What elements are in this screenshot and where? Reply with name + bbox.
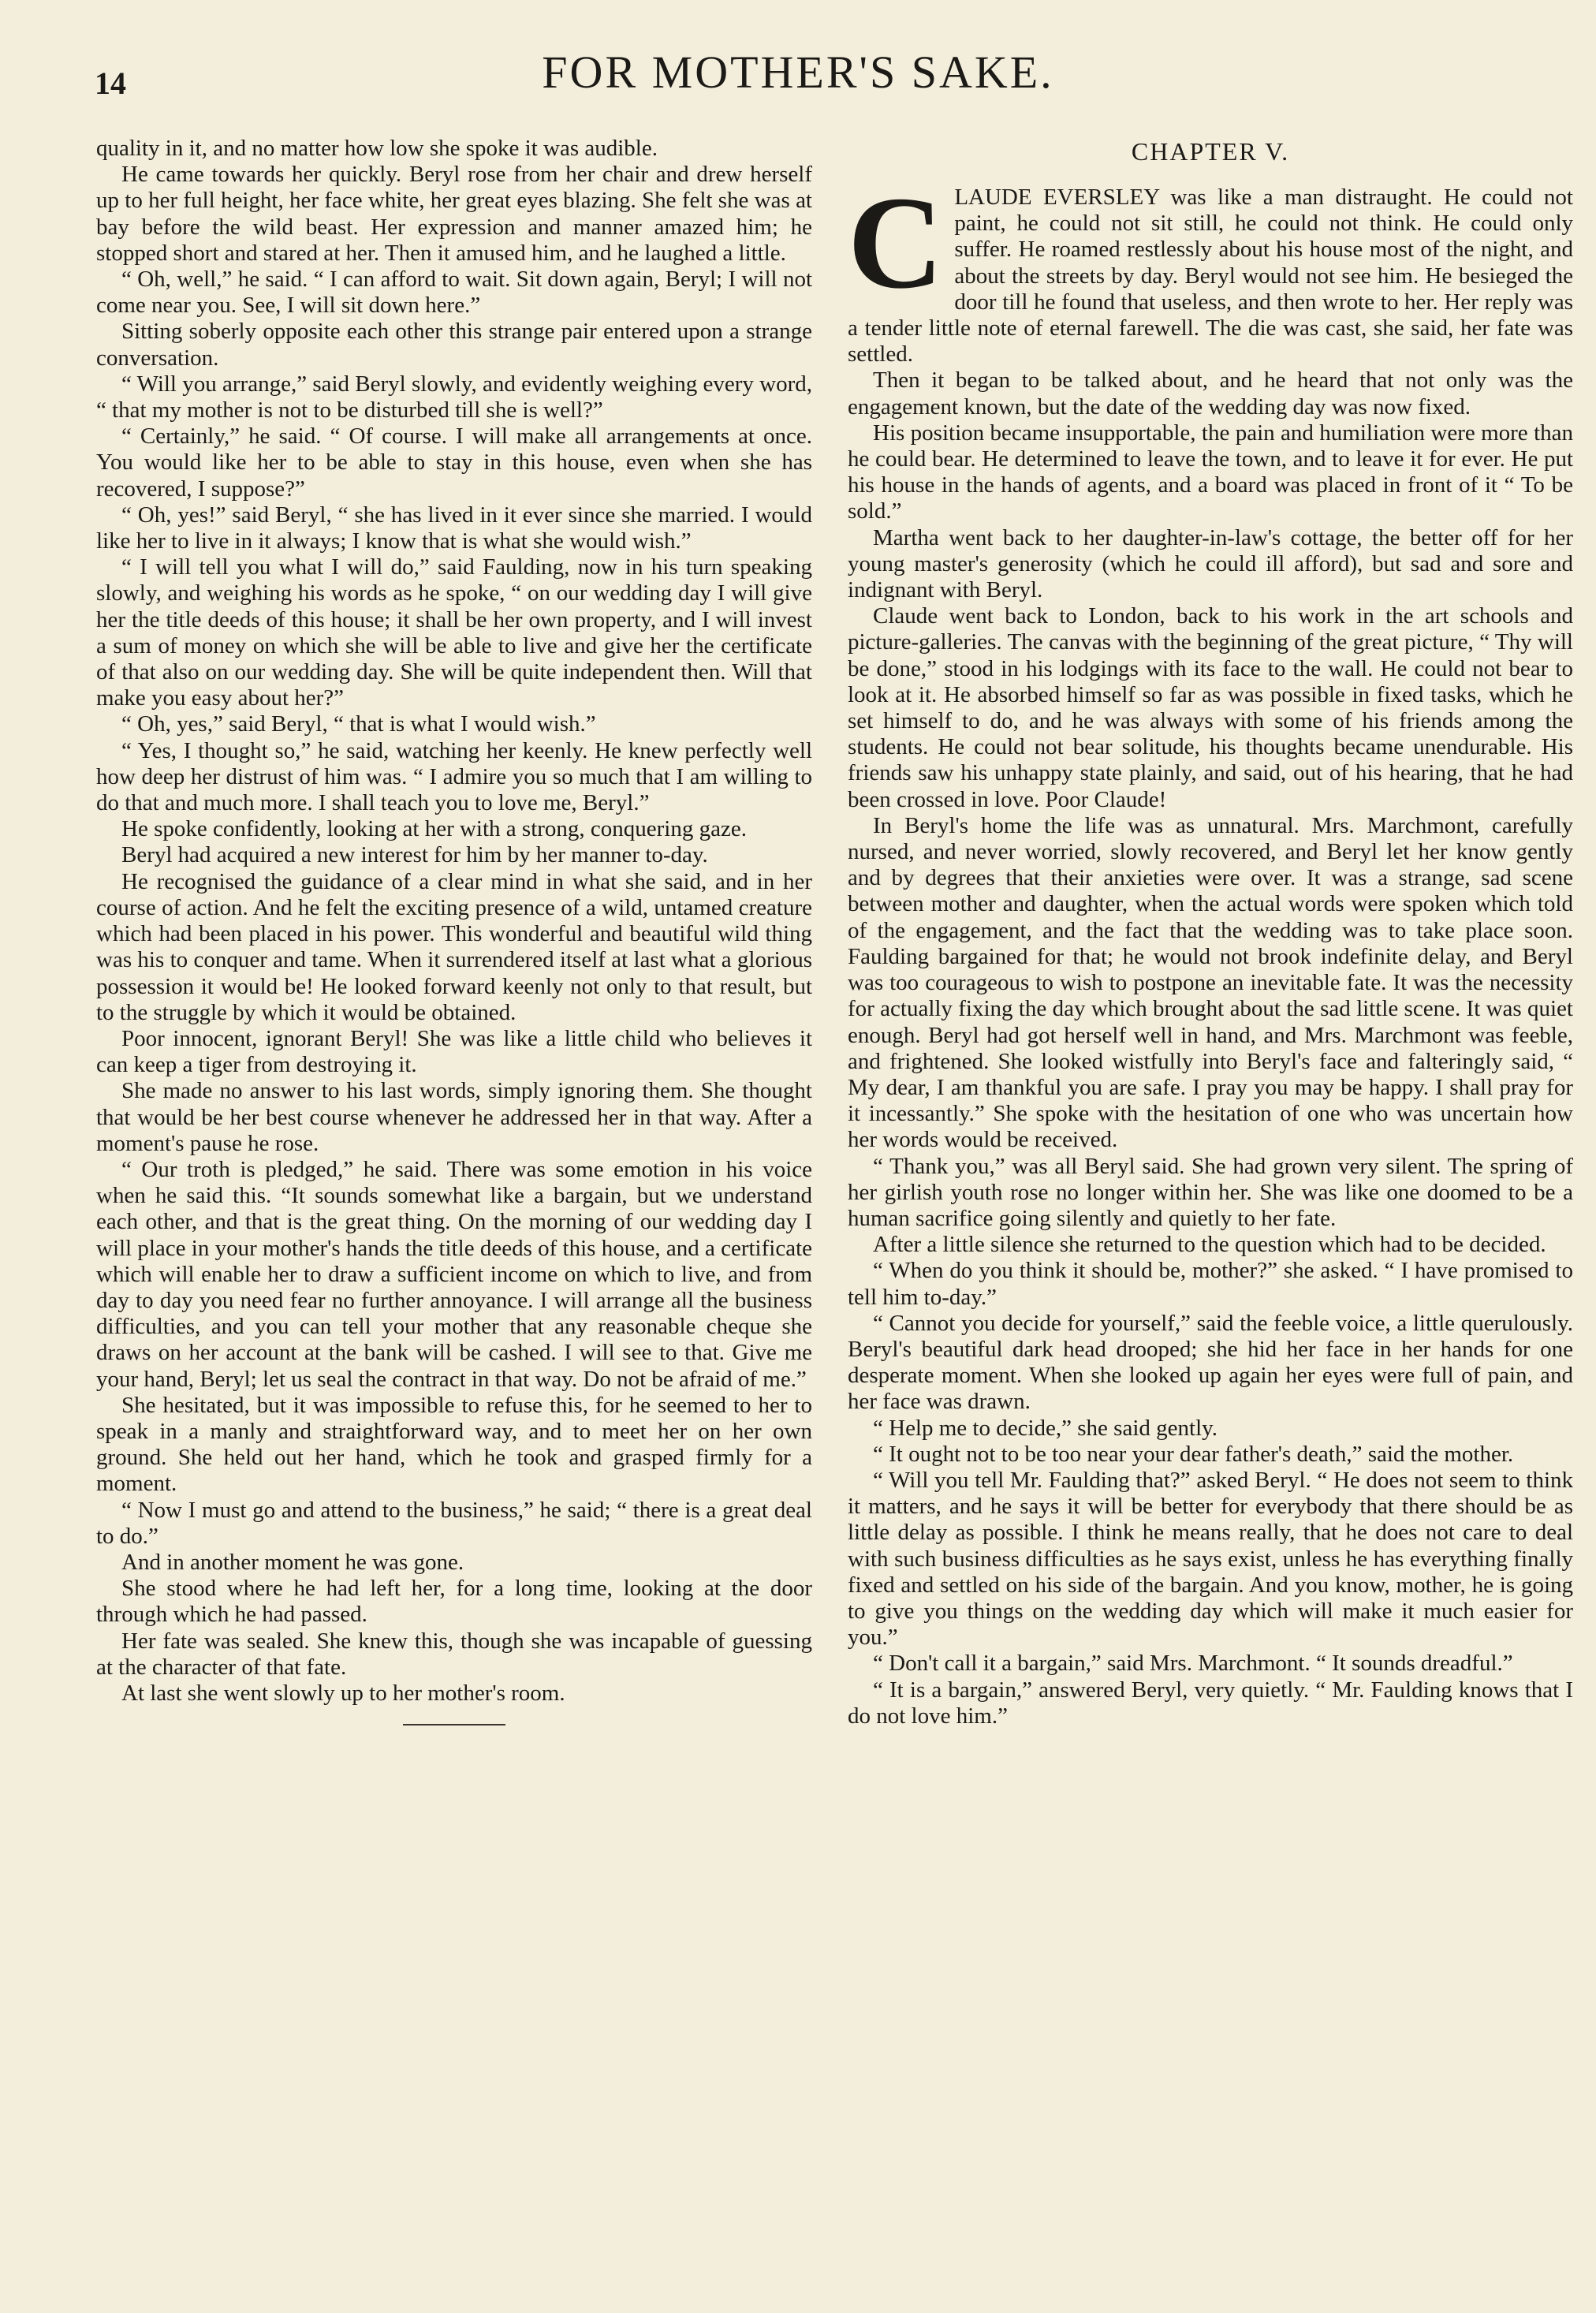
paragraph: “ Oh, yes!” said Beryl, “ she has lived in it ever since she married. I would like her to live in it always; I know that is what she would wish.” — [96, 502, 812, 554]
paragraph: Then it began to be talked about, and he heard that not only was the engagement known, but the date of the wedding day was now fixed. — [848, 367, 1573, 420]
paragraph: His position became insupportable, the pain and humiliation were more than he could bear. He determined to leave the town, and to leave it for ever. He put his house in the hands of agents, and a board was placed in front of it “ To be sold.” — [848, 420, 1573, 524]
chapter-heading: CHAPTER V. — [1131, 137, 1290, 166]
opening-text: LAUDE EVERSLEY was like a man distraught. He could not paint, he could not sit still, he could not think. He could only suffer. He roamed restlessly about his house most of the night, and about the streets by day. Beryl would not see him. He besieged the door till he found that useless, and then wrote to her. Her reply was a tender little note of eternal farewell. The die was cast, she said, her fate was settled. — [848, 185, 1573, 367]
paragraph: Claude went back to London, back to his work in the art schools and picture-galleries. The canvas with the beginning of the great picture, “ Thy will be done,” stood in his lodgings with its face to the wall. He could not bear to look at it. He absorbed himself so far as was possible in fixed tasks, which he set himself to do, and he was always with some of his friends among the students. He could not bear solitude, his thoughts became unendurable. His friends saw his unhappy state plainly, and said, out of his hearing, that he had been crossed in love. Poor Claude! — [848, 603, 1573, 812]
paragraph: “ Cannot you decide for yourself,” said the feeble voice, a little querulously. Beryl's beautiful dark head drooped; she hid her face in her hands for one desperate moment. When she looked up again her eyes were full of pain, and her face was drawn. — [848, 1310, 1573, 1415]
paragraph: He came towards her quickly. Beryl rose from her chair and drew herself up to her full height, her face white, her great eyes blazing. She felt she was at bay before the wild beast. Her expression and manner amazed him; he stopped short and stared at her. Then it amused him, and he laughed a little. — [96, 162, 812, 266]
paragraph: Sitting soberly opposite each other this strange pair entered upon a strange conversation. — [96, 319, 812, 371]
paragraph: She hesitated, but it was impossible to refuse this, for he seemed to her to speak in a manly and straightforward way, and to meet her on her own ground. She held out her hand, which he took and grasped firmly for a moment. — [96, 1392, 812, 1497]
paragraph: “ Oh, well,” he said. “ I can afford to wait. Sit down again, Beryl; I will not come near you. See, I will sit down here.” — [96, 267, 812, 319]
paragraph: “ I will tell you what I will do,” said Faulding, now in his turn speaking slowly, and weighing his words as he spoke, “ on our wedding day I will give her the title deeds of this house; it shall be her own property, and I will invest a sum of money on which she will be able to live and give her the certificate of that also on our wedding day. She will be quite independent then. Will that make you easy about her?” — [96, 554, 812, 711]
paragraph: “ It ought not to be too near your dear father's death,” said the mother. — [873, 1441, 1514, 1467]
paragraph: Her fate was sealed. She knew this, though she was incapable of guessing at the character of that fate. — [96, 1628, 812, 1680]
paragraph: Beryl had acquired a new interest for him by her manner to-day. — [121, 842, 708, 868]
paragraph: “ Certainly,” he said. “ Of course. I will make all arrangements at once. You would like her to be able to stay in this house, even when she has recovered, I suppose?” — [96, 423, 812, 502]
chapter-opening-paragraph — [848, 170, 1573, 367]
paragraph: “ Oh, yes,” said Beryl, “ that is what I would wish.” — [121, 711, 596, 737]
paragraph: She made no answer to his last words, simply ignoring them. She thought that would be her best course whenever he addressed her in that way. After a moment's pause he rose. — [96, 1078, 812, 1156]
paragraph: In Beryl's home the life was as unnatural. Mrs. Marchmont, carefully nursed, and never worried, slowly recovered, and Beryl let her know gently and by degrees that their anxieties were over. It was a strange, sad scene between mother and daughter, when the actual words were spoken which told of the engagement, and the fact that the wedding was to take place soon. Faulding bargained for that; he would not brook indefinite delay, and Beryl was too courageous to wish to postpone an inevitable fate. It was the necessity for actually fixing the day which brought about the sad little scene. It was quiet enough. Beryl had got herself well in hand, and Mrs. Marchmont was feeble, and frightened. She looked wistfully into Beryl's face and falteringly said, “ My dear, I am thankful you are safe. I pray you may be happy. I shall pray for it incessantly.” She spoke with the hesitation of one who was uncertain how her words would be received. — [848, 812, 1573, 1153]
page-number: 14 — [95, 65, 126, 101]
paragraph: After a little silence she returned to the question which had to be decided. — [873, 1232, 1546, 1258]
paragraph: “ Yes, I thought so,” he said, watching her keenly. He knew perfectly well how deep her distrust of him was. “ I admire you so much that I am willing to do that and much more. I shall teach you to love me, Beryl.” — [96, 737, 812, 816]
paragraph: Poor innocent, ignorant Beryl! She was like a little child who believes it can keep a tiger from destroying it. — [96, 1025, 812, 1078]
paragraph: She stood where he had left her, for a long time, looking at the door through which he had passed. — [96, 1576, 812, 1628]
paragraph: “ Now I must go and attend to the business,” he said; “ there is a great deal to do.” — [96, 1497, 812, 1549]
paragraph: “ Our troth is pledged,” he said. There was some emotion in his voice when he said this. “It sounds somewhat like a bargain, but we understand each other, and that is the great thing. On the morning of our wedding day I will place in your mother's hands the title deeds of this house, and a certificate which will enable her to draw a sufficient income on which to live, and from day to day you need fear no further annoyance. I will arrange all the business difficulties, and you can tell your mother that any reasonable cheque she draws on her account at the bank will be cashed. I will see to that. Give me your hand, Beryl; let us seal the contract in that way. Do not be afraid of me.” — [96, 1156, 812, 1392]
drop-cap: C — [848, 170, 944, 316]
paragraph: “ Help me to decide,” she said gently. — [873, 1415, 1218, 1441]
paragraph: quality in it, and no matter how low she spoke it was audible. — [96, 136, 658, 161]
paragraph: “ Thank you,” was all Beryl said. She had grown very silent. The spring of her girlish youth rose no longer within her. She was like one doomed to be a human sacrifice going silently and quietly to her fate. — [848, 1153, 1573, 1231]
paragraph: And in another moment he was gone. — [121, 1549, 464, 1575]
section-end-rule — [403, 1724, 505, 1725]
paragraph: He spoke confidently, looking at her with a strong, conquering gaze. — [121, 816, 747, 842]
paragraph: Martha went back to her daughter-in-law's cottage, the better off for her young master's generosity (which he could ill afford), but sad and sore and indignant with Beryl. — [848, 524, 1573, 603]
paragraph: “ Don't call it a bargain,” said Mrs. Marchmont. “ It sounds dreadful.” — [873, 1651, 1513, 1677]
paragraph: “ Will you arrange,” said Beryl slowly, and evidently weighing every word, “ that my mother is not to be disturbed till she is well?” — [96, 371, 812, 423]
right-column — [848, 136, 1573, 2281]
paragraph: “ Will you tell Mr. Faulding that?” asked Beryl. “ He does not seem to think it matters, and he says it will be better for everybody that there should be as little delay as possible. I think he means really, that he does not care to deal with such business difficulties as he says exist, unless he has everything finally fixed and settled on his side of the bargain. And you know, mother, he is going to give you things on the wedding day which will make it much easier for you.” — [848, 1467, 1573, 1651]
left-column — [96, 136, 812, 2281]
paragraph: At last she went slowly up to her mother's room. — [121, 1680, 565, 1706]
paragraph: “ It is a bargain,” answered Beryl, very quietly. “ Mr. Faulding knows that I do not love him.” — [848, 1677, 1573, 1729]
paragraph: He recognised the guidance of a clear mind in what she said, and in her course of action. And he felt the exciting presence of a wild, untamed creature which had been placed in his power. This wonderful and beautiful wild thing was his to conquer and tame. When it surrendered itself at last what a glorious possession it would be! He looked forward keenly not only to that result, but to the struggle by which it would be obtained. — [96, 868, 812, 1025]
running-title: FOR MOTHER'S SAKE. — [542, 47, 1054, 98]
paragraph: “ When do you think it should be, mother?” she asked. “ I have promised to tell him to-day.” — [848, 1258, 1573, 1310]
